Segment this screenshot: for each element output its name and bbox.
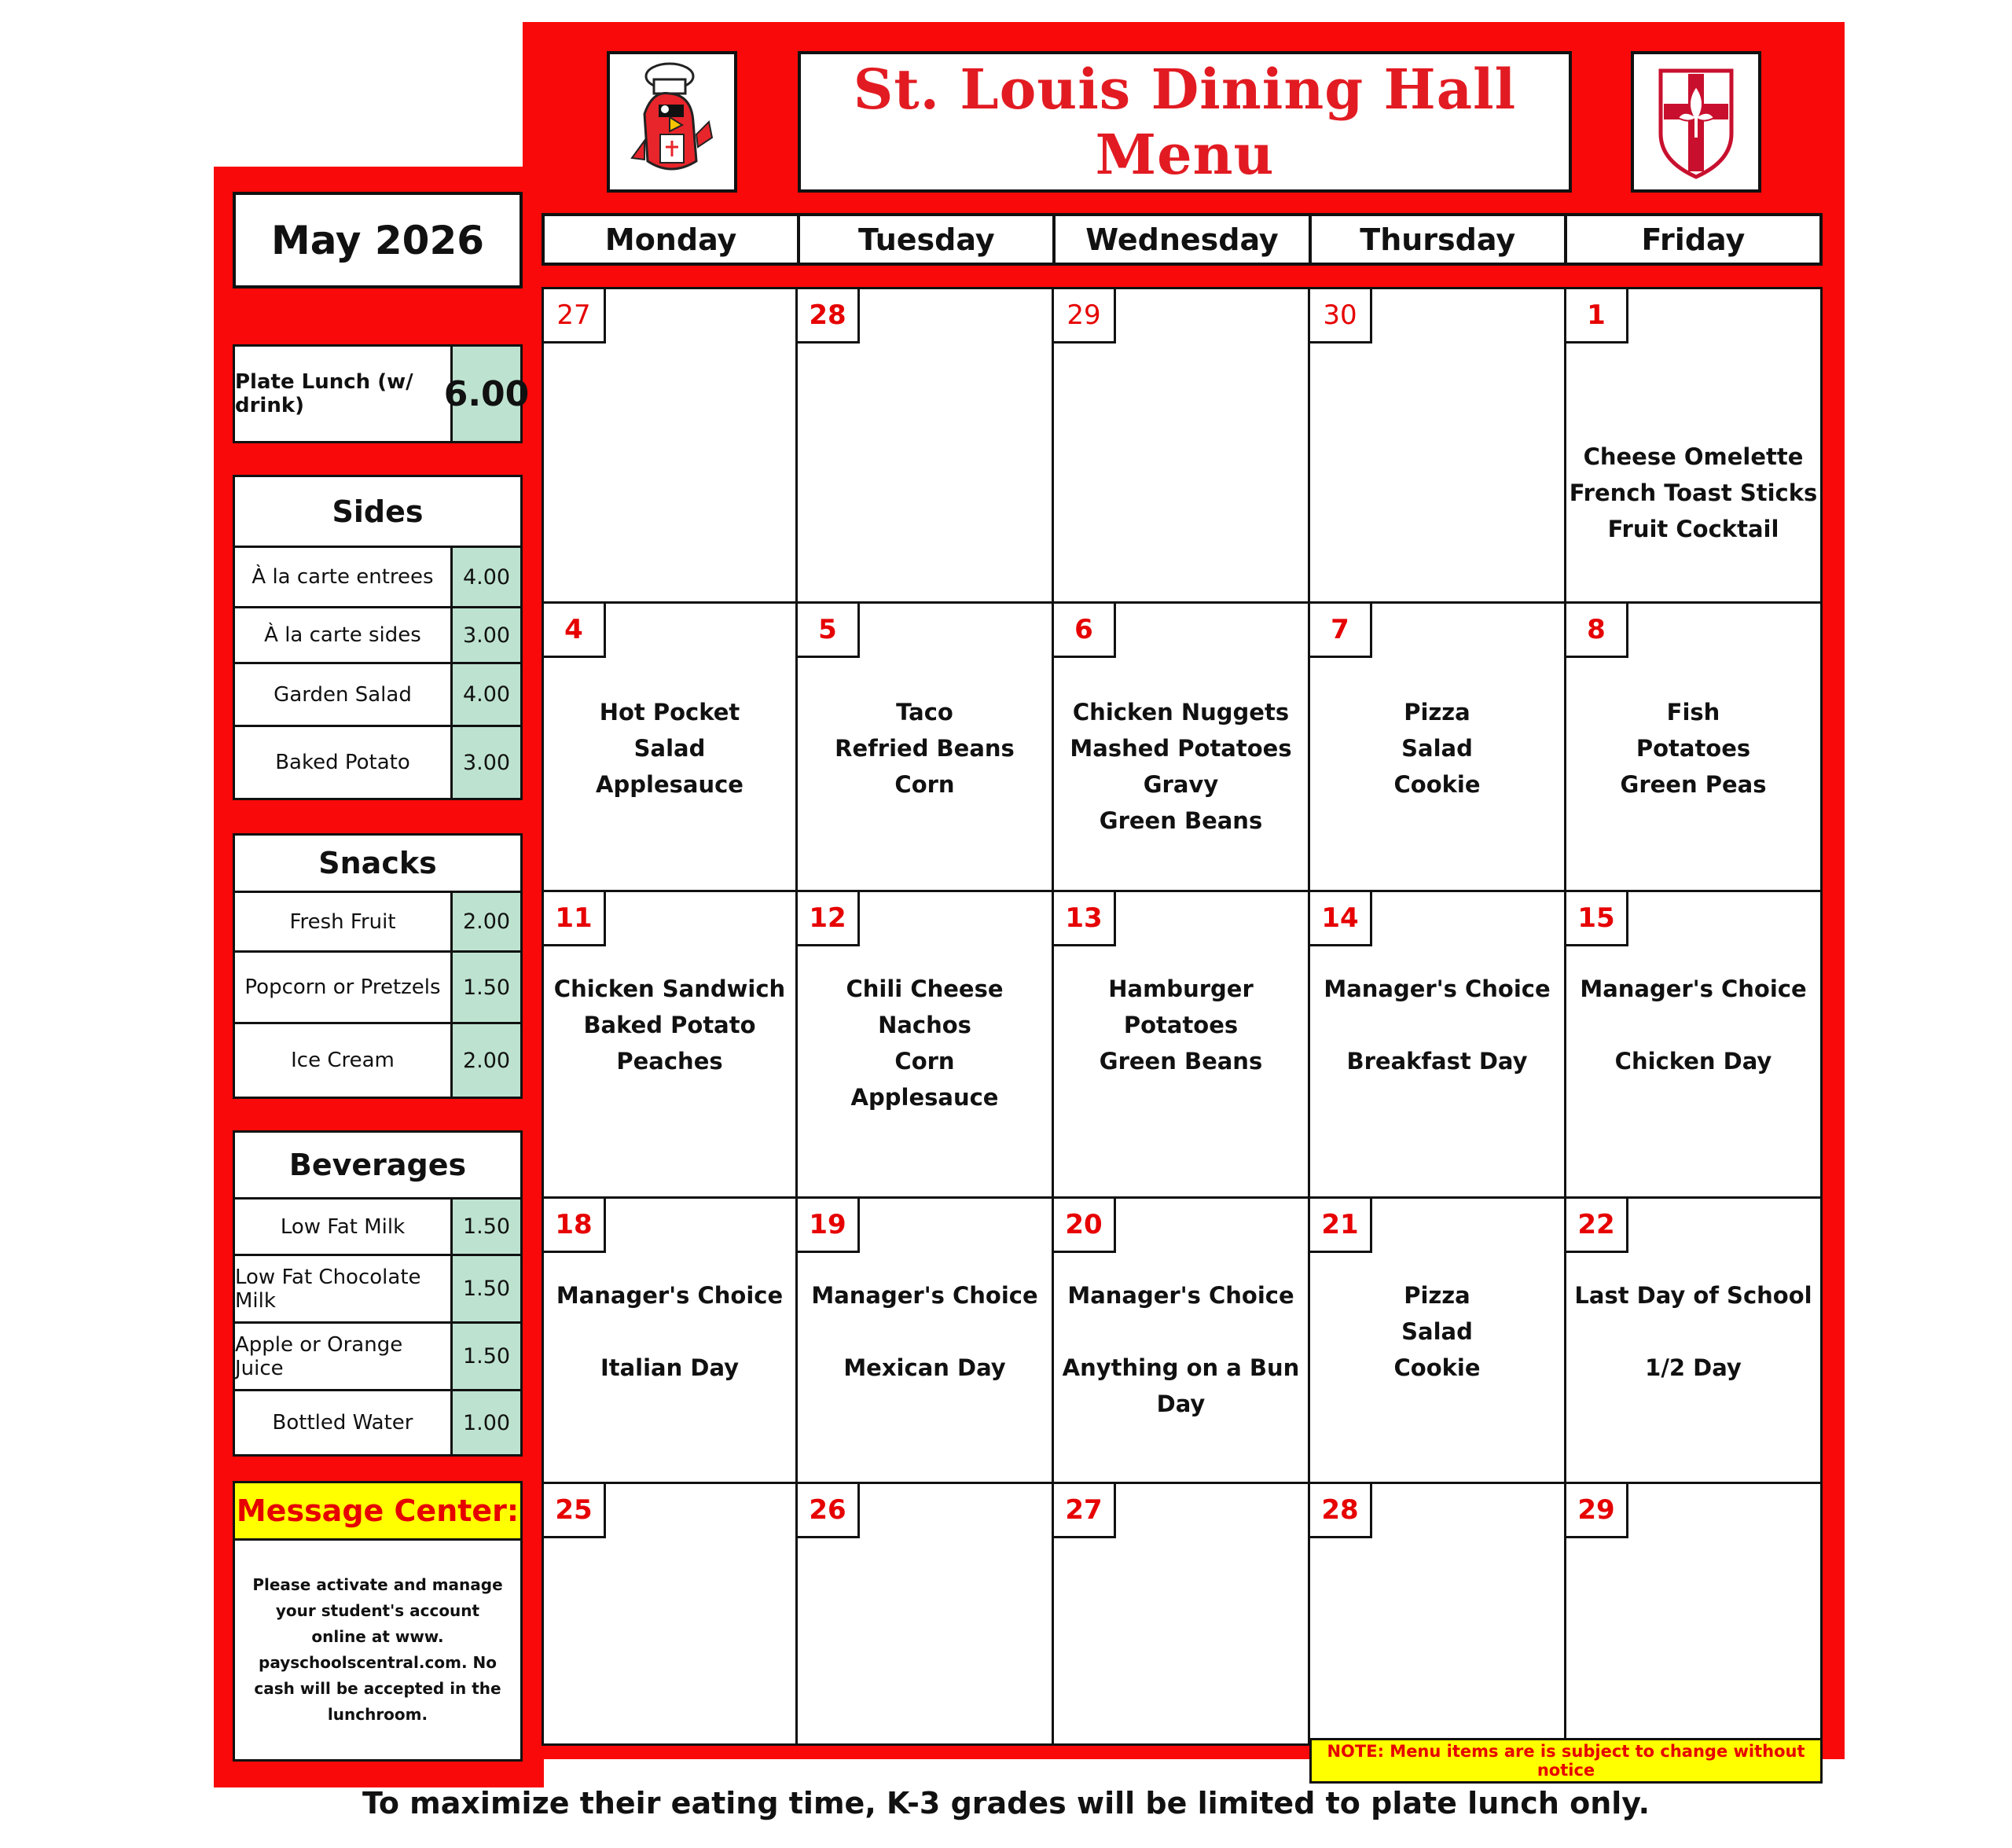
price-item-name: Fresh Fruit xyxy=(233,891,453,953)
calendar-day-cell xyxy=(795,601,1054,895)
menu-items xyxy=(1310,971,1564,1079)
weekday-thursday: Thursday xyxy=(1309,213,1567,266)
price-item-price: 2.00 xyxy=(450,1022,523,1099)
menu-item: Cookie xyxy=(1393,1354,1481,1381)
calendar-day-cell xyxy=(1308,1482,1566,1746)
date-number: 15 xyxy=(1564,890,1628,946)
crest-logo xyxy=(1631,51,1761,193)
menu-items xyxy=(1310,1277,1564,1386)
menu-item xyxy=(1566,1007,1820,1043)
menu-title-box xyxy=(798,51,1572,193)
menu-items xyxy=(1310,694,1564,803)
price-item-price: 4.00 xyxy=(450,546,523,608)
date-number: 18 xyxy=(542,1196,606,1253)
menu-item: Potatoes xyxy=(1123,1012,1239,1038)
menu-item: Manager's Choice xyxy=(1580,975,1807,1002)
month-label: May 2026 xyxy=(270,217,485,263)
calendar-day-cell xyxy=(542,890,798,1201)
date-number: 6 xyxy=(1052,601,1116,658)
calendar-day-cell xyxy=(1308,890,1566,1201)
menu-item: Anything on a Bun xyxy=(1062,1354,1300,1381)
date-number: 22 xyxy=(1564,1196,1628,1253)
weekday-friday: Friday xyxy=(1564,213,1823,266)
menu-item: Fish xyxy=(1666,699,1720,726)
menu-item: Chicken Sandwich xyxy=(553,975,786,1002)
menu-item: Fruit Cocktail xyxy=(1607,516,1779,542)
date-number: 5 xyxy=(795,601,860,658)
menu-item: Gravy xyxy=(1143,771,1219,798)
date-number: 4 xyxy=(542,601,606,658)
menu-item: Mexican Day xyxy=(843,1354,1006,1381)
menu-item: Italian Day xyxy=(600,1354,740,1381)
menu-item xyxy=(1054,1313,1308,1350)
price-item-name: Low Fat Milk xyxy=(233,1197,453,1256)
weekday-tuesday: Tuesday xyxy=(797,213,1056,266)
calendar-day-cell xyxy=(1564,287,1823,606)
calendar-day-cell xyxy=(795,1482,1054,1746)
menu-item: Chicken Nuggets xyxy=(1072,699,1290,726)
menu-item: Potatoes xyxy=(1636,735,1751,762)
footer-note: To maximize their eating time, K-3 grades will be limited to plate lunch only. xyxy=(362,1786,1650,1820)
calendar-day-cell xyxy=(542,601,798,895)
price-item-name: Bottled Water xyxy=(233,1389,453,1457)
menu-items xyxy=(544,1277,795,1386)
menu-item: Breakfast Day xyxy=(1346,1048,1528,1075)
menu-item: French Toast Sticks xyxy=(1569,479,1818,506)
menu-items xyxy=(798,971,1052,1115)
price-item-name: À la carte entrees xyxy=(233,546,453,608)
calendar-grid xyxy=(542,287,1823,1746)
date-number: 13 xyxy=(1052,890,1116,946)
date-number: 8 xyxy=(1564,601,1628,658)
calendar-day-cell xyxy=(1308,1196,1566,1486)
beverages-header: Beverages xyxy=(233,1130,523,1200)
sides-header: Sides xyxy=(233,475,523,548)
date-number: 29 xyxy=(1564,1482,1628,1538)
weekday-header-row xyxy=(542,213,1823,266)
calendar-day-cell xyxy=(1052,287,1310,606)
price-item-name: Baked Potato xyxy=(233,725,453,800)
calendar-day-cell xyxy=(1564,890,1823,1201)
price-item-price: 4.00 xyxy=(450,662,523,727)
menu-items xyxy=(798,694,1052,803)
menu-item: Salad xyxy=(633,735,706,762)
date-number: 28 xyxy=(1308,1482,1372,1538)
calendar-day-cell xyxy=(795,890,1054,1201)
mascot-logo xyxy=(607,51,737,193)
fleur-de-lis-shield-icon xyxy=(1653,63,1739,181)
menu-item: Pizza xyxy=(1404,699,1470,726)
menu-item: Refried Beans xyxy=(835,735,1015,762)
menu-item: Taco xyxy=(896,699,953,726)
menu-item: Manager's Choice xyxy=(1067,1282,1294,1309)
page-title: St. Louis Dining Hall Menu xyxy=(853,57,1517,187)
menu-item: 1/2 Day xyxy=(1645,1354,1742,1381)
date-number: 14 xyxy=(1308,890,1372,946)
calendar-day-cell xyxy=(1052,890,1310,1201)
menu-item: Chili Cheese Nachos xyxy=(846,975,1004,1038)
menu-items xyxy=(798,1277,1052,1386)
menu-items xyxy=(544,971,795,1079)
plate-lunch-label: Plate Lunch (w/ drink) xyxy=(233,344,453,443)
snacks-header: Snacks xyxy=(233,833,523,893)
menu-items xyxy=(1566,971,1820,1079)
date-number: 21 xyxy=(1308,1196,1372,1253)
calendar-day-cell xyxy=(1052,1196,1310,1486)
menu-item: Hot Pocket xyxy=(599,699,740,726)
calendar-day-cell xyxy=(1052,1482,1310,1746)
menu-item: Last Day of School xyxy=(1574,1282,1812,1309)
calendar-day-cell xyxy=(1052,601,1310,895)
weekday-wednesday: Wednesday xyxy=(1052,213,1311,266)
menu-item: Applesauce xyxy=(596,771,743,798)
calendar-day-cell xyxy=(1308,287,1566,606)
menu-item: Manager's Choice xyxy=(1324,975,1551,1002)
price-item-name: À la carte sides xyxy=(233,606,453,664)
calendar-day-cell xyxy=(1564,1482,1823,1746)
menu-items xyxy=(1566,694,1820,803)
menu-item: Green Beans xyxy=(1099,807,1263,834)
message-center-header: Message Center: xyxy=(233,1481,523,1541)
price-item-price: 1.50 xyxy=(450,1254,523,1324)
change-notice: NOTE: Menu items are is subject to change without notice xyxy=(1309,1738,1823,1784)
menu-item: Manager's Choice xyxy=(811,1282,1038,1309)
calendar-day-cell xyxy=(795,1196,1054,1486)
calendar-day-cell xyxy=(542,287,798,606)
date-number: 30 xyxy=(1308,287,1372,344)
message-center-body: Please activate and manage your student's account online at www. payschoolscentral.com. No cash will be accepted in the lunchroom. xyxy=(233,1538,523,1762)
price-item-price: 1.50 xyxy=(450,1197,523,1256)
menu-item: Cookie xyxy=(1393,771,1481,798)
menu-items xyxy=(1054,1277,1308,1422)
calendar-day-cell xyxy=(1564,1196,1823,1486)
menu-items xyxy=(1054,694,1308,839)
menu-item: Cheese Omelette xyxy=(1583,443,1804,470)
price-item-name: Popcorn or Pretzels xyxy=(233,950,453,1024)
price-item-name: Low Fat Chocolate Milk xyxy=(233,1254,453,1324)
price-item-name: Garden Salad xyxy=(233,662,453,727)
menu-item: Pizza xyxy=(1404,1282,1470,1309)
menu-item: Hamburger xyxy=(1108,975,1254,1002)
menu-item: Baked Potato xyxy=(583,1012,756,1038)
date-number: 27 xyxy=(542,287,606,344)
menu-item: Peaches xyxy=(616,1048,723,1075)
menu-item: Corn xyxy=(894,771,955,798)
price-item-price: 3.00 xyxy=(450,606,523,664)
date-number: 29 xyxy=(1052,287,1116,344)
menu-items xyxy=(1054,971,1308,1079)
month-label-box xyxy=(233,192,523,288)
price-item-name: Apple or Orange Juice xyxy=(233,1321,453,1391)
menu-item: Salad xyxy=(1401,1318,1473,1345)
calendar-day-cell xyxy=(1308,601,1566,895)
price-item-price: 3.00 xyxy=(450,725,523,800)
price-item-price: 1.00 xyxy=(450,1389,523,1457)
menu-item: Applesauce xyxy=(850,1084,999,1111)
price-item-price: 1.50 xyxy=(450,1321,523,1391)
date-number: 26 xyxy=(795,1482,860,1538)
date-number: 7 xyxy=(1308,601,1372,658)
date-number: 1 xyxy=(1564,287,1628,344)
menu-item: Mashed Potatoes xyxy=(1070,735,1292,762)
menu-item: Manager's Choice xyxy=(556,1282,784,1309)
menu-item xyxy=(1566,1313,1820,1350)
menu-item: Salad xyxy=(1401,735,1473,762)
date-number: 19 xyxy=(795,1196,860,1253)
calendar-day-cell xyxy=(542,1196,798,1486)
menu-item xyxy=(1310,1007,1564,1043)
price-item-price: 1.50 xyxy=(450,950,523,1024)
calendar-day-cell xyxy=(1564,601,1823,895)
menu-items xyxy=(1566,1277,1820,1386)
weekday-monday: Monday xyxy=(542,213,800,266)
menu-item: Day xyxy=(1156,1391,1206,1417)
menu-item: Corn xyxy=(894,1048,955,1075)
calendar-day-cell xyxy=(795,287,1054,606)
cardinal-chef-icon xyxy=(621,59,723,185)
menu-items xyxy=(1566,439,1820,547)
date-number: 20 xyxy=(1052,1196,1116,1253)
date-number: 12 xyxy=(795,890,860,946)
menu-item xyxy=(798,1313,1052,1350)
price-item-price: 2.00 xyxy=(450,891,523,953)
menu-items xyxy=(544,694,795,803)
menu-item: Green Peas xyxy=(1620,771,1767,798)
date-number: 25 xyxy=(542,1482,606,1538)
menu-item: Chicken Day xyxy=(1614,1048,1772,1075)
menu-item xyxy=(544,1313,795,1350)
calendar-day-cell xyxy=(542,1482,798,1746)
plate-lunch-price: 6.00 xyxy=(450,344,523,443)
menu-item: Green Beans xyxy=(1099,1048,1263,1075)
date-number: 28 xyxy=(795,287,860,344)
price-item-name: Ice Cream xyxy=(233,1022,453,1099)
date-number: 11 xyxy=(542,890,606,946)
date-number: 27 xyxy=(1052,1482,1116,1538)
